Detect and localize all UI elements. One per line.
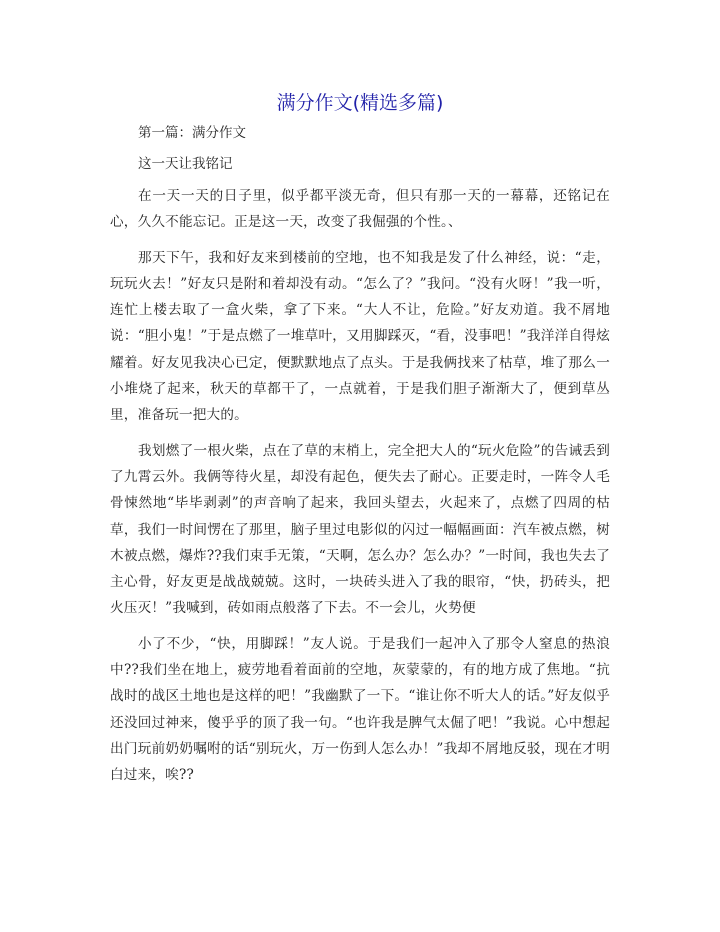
paragraph: 那天下午，我和好友来到楼前的空地，也不知我是发了什么神经，说：“走，玩玩火去！”好友只是附和着却没有动。“怎么了？”我问。“没有火呀！”我一听，连忙上楼去取了一盒火柴，拿了下来。“大人不让，危险。”好友劝道。我不屑地说：“胆小鬼！”于是点燃了一堆草叶，又用脚踩灭，“看，没事吧！”我洋洋自得炫耀着。好友见我决心已定，便默默地点了点头。于是我俩找来了枯草，堆了那么一小堆烧了起来，秋天的草都干了，一点就着，于是我们胆子渐渐大了，便到草丛里，准备玩一把大的。	[110, 249, 610, 424]
essay-title: 这一天让我铭记	[138, 156, 233, 172]
document-body	[110, 124, 610, 789]
section-heading: 第一篇：满分作文	[138, 125, 246, 141]
paragraph: 在一天一天的日子里，似乎都平淡无奇，但只有那一天的一幕幕，还铭记在心，久久不能忘记。正是这一天，改变了我倔强的个性。、	[110, 188, 610, 231]
document-title: 满分作文(精选多篇)	[276, 92, 444, 114]
paragraph: 小了不少，“快，用脚踩！”友人说。于是我们一起冲入了那令人窒息的热浪中??我们坐在地上，疲劳地看着面前的空地，灰蒙蒙的，有的地方成了焦地。“抗战时的战区土地也是这样的吧！”我幽默了一下。“谁让你不听大人的话。”好友似乎还没回过神来，傻乎乎的顶了我一句。“也许我是脾气太倔了吧！”我说。心中想起出门玩前奶奶嘱咐的话“别玩火，万一伤到人怎么办！”我却不屑地反驳，现在才明白过来，唉??	[110, 635, 610, 784]
paragraph: 我划燃了一根火柴，点在了草的末梢上，完全把大人的“玩火危险”的告诫丢到了九霄云外。我俩等待火星，却没有起色，便失去了耐心。正要走时，一阵令人毛骨悚然地“毕毕剥剥”的声音响了起来，我回头望去，火起来了，点燃了四周的枯草，我们一时间愣在了那里，脑子里过电影似的闪过一幅幅画面：汽车被点燃，树木被点燃，爆炸??我们束手无策，“天啊，怎么办？怎么办？”一时间，我也失去了主心骨，好友更是战战兢兢。这时，一块砖头进入了我的眼帘，“快，扔砖头，把火压灭！”我喊到，砖如雨点般落了下去。不一会儿，火势便	[110, 442, 610, 617]
